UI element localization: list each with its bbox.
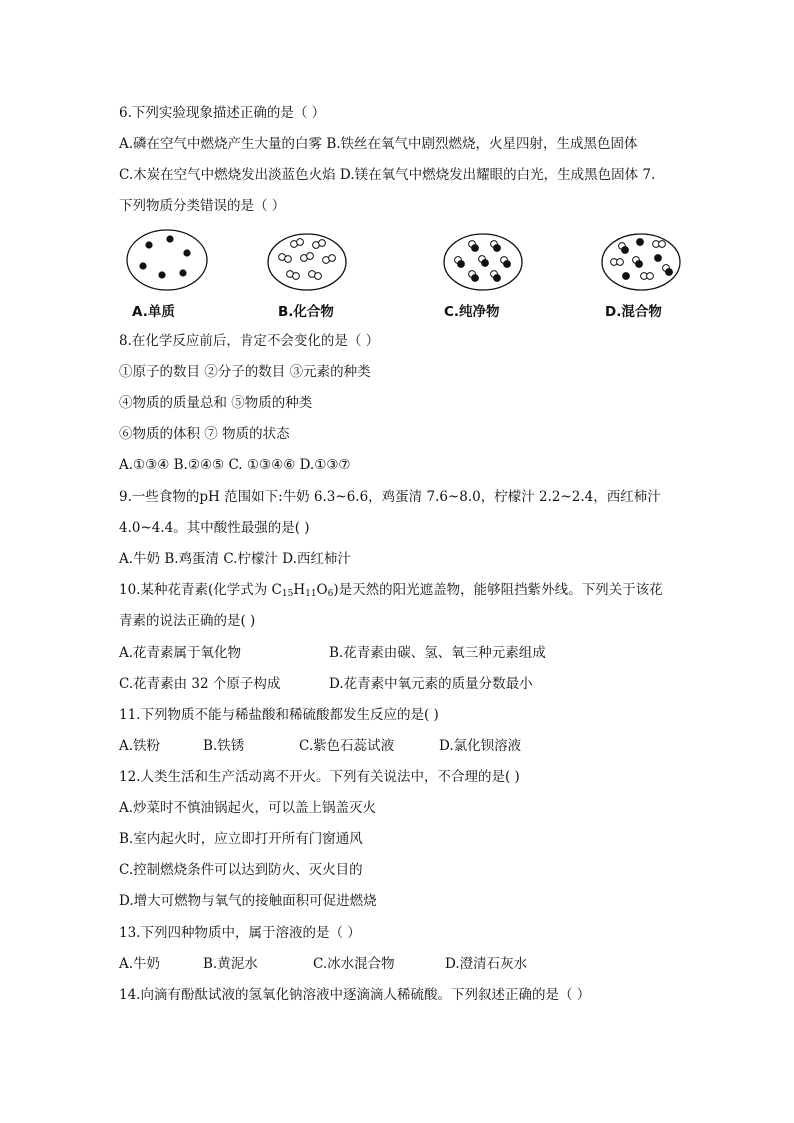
q12-stem: 12.人类生活和生产活动离不开火。下列有关说法中，不合理的是( ) — [119, 769, 520, 785]
q14-stem: 14.向滴有酚酞试液的氢氧化钠溶液中逐滴滴人稀硫酸。下列叙述正确的是（ ） — [119, 987, 591, 1003]
q8-item-line3: ⑥物质的体积 ⑦ 物质的状态 — [119, 426, 290, 442]
diagram-c-caption: C.纯净物 — [444, 304, 500, 320]
q8-options: A.①③④ B.②④⑤ C. ①③④⑥ D.①③⑦ — [119, 457, 351, 473]
q13-option-d: D.澄清石灰水 — [445, 956, 528, 972]
q10-option-d: D.花青素中氧元素的质量分数最小 — [329, 676, 533, 692]
q10-stem-line2: 青素的说法正确的是( ) — [119, 613, 256, 629]
q10-option-c: C.花青素由 32 个原子构成 — [119, 676, 281, 692]
q11-options — [119, 737, 679, 755]
q13-stem: 13.下列四种物质中，属于溶液的是（ ） — [119, 925, 361, 941]
q9-options: A.牛奶 B.鸡蛋清 C.柠檬汁 D.西红柿汁 — [119, 551, 351, 567]
q10-options-row2 — [119, 675, 679, 693]
q11-option-d: D.氯化钡溶液 — [439, 738, 522, 754]
q13-option-b: B.黄泥水 — [203, 956, 258, 972]
q11-option-c: C.紫色石蕊试液 — [299, 738, 395, 754]
q10-option-b: B.花青素由碳、氢、氧三种元素组成 — [329, 645, 546, 661]
q8-item-line1: ①原子的数目 ②分子的数目 ③元素的种类 — [119, 364, 371, 380]
q9-stem-line1: 9.一些食物的pH 范围如下:牛奶 6.3~6.6，鸡蛋清 7.6~8.0，柠檬汁 2.2~2.4，西红柿汁 — [119, 489, 661, 505]
q6-options-line2: C.木炭在空气中燃烧发出淡蓝色火焰 D.镁在氧气中燃烧发出耀眼的白光，生成黑色固体 7. — [119, 167, 656, 183]
q12-option-d: D.增大可燃物与氧气的接触面积可促进燃烧 — [119, 893, 377, 909]
q7-stem: 下列物质分类错误的是（ ） — [119, 198, 286, 214]
q10-options-row1 — [119, 644, 679, 662]
q13-options — [119, 955, 679, 973]
diagram-c-pure-substance — [442, 232, 524, 292]
diagram-a-caption: A.单质 — [132, 304, 175, 320]
diagram-b-compound — [266, 232, 348, 292]
q6-stem: 6.下列实验现象描述正确的是（ ） — [119, 105, 326, 121]
q12-option-a: A.炒菜时不慎油锅起火，可以盖上锅盖灭火 — [119, 800, 377, 816]
q10-option-a: A.花青素属于氧化物 — [119, 645, 242, 661]
q11-option-a: A.铁粉 — [119, 738, 161, 754]
q6-options-line1: A.磷在空气中燃烧产生大量的白雾 B.铁丝在氧气中剧烈燃烧，火星四射，生成黑色固体 — [119, 136, 638, 152]
diagram-d-mixture — [600, 232, 682, 292]
diagram-b-caption: B.化合物 — [278, 304, 334, 320]
q12-option-b: B.室内起火时，应立即打开所有门窗通风 — [119, 831, 363, 847]
q13-option-a: A.牛奶 — [119, 956, 161, 972]
q8-stem: 8.在化学反应前后，肯定不会变化的是（ ） — [119, 333, 380, 349]
q12-option-c: C.控制燃烧条件可以达到防火、灭火目的 — [119, 862, 363, 878]
diagram-a-element — [125, 228, 209, 292]
q13-option-c: C.冰水混合物 — [313, 956, 395, 972]
q9-stem-line2: 4.0~4.4。其中酸性最强的是( ) — [119, 520, 310, 536]
q11-stem: 11.下列物质不能与稀盐酸和稀硫酸都发生反应的是( ) — [119, 707, 439, 723]
q8-item-line2: ④物质的质量总和 ⑤物质的种类 — [119, 395, 313, 411]
diagram-d-caption: D.混合物 — [605, 304, 662, 320]
q11-option-b: B.铁锈 — [203, 738, 245, 754]
q10-stem-line1: 10.某种花青素(化学式为 $C_{15}H_{11}O_6$)是天然的阳光遮盖物，能够阻挡紫外线。下列关于该花 — [119, 582, 663, 599]
